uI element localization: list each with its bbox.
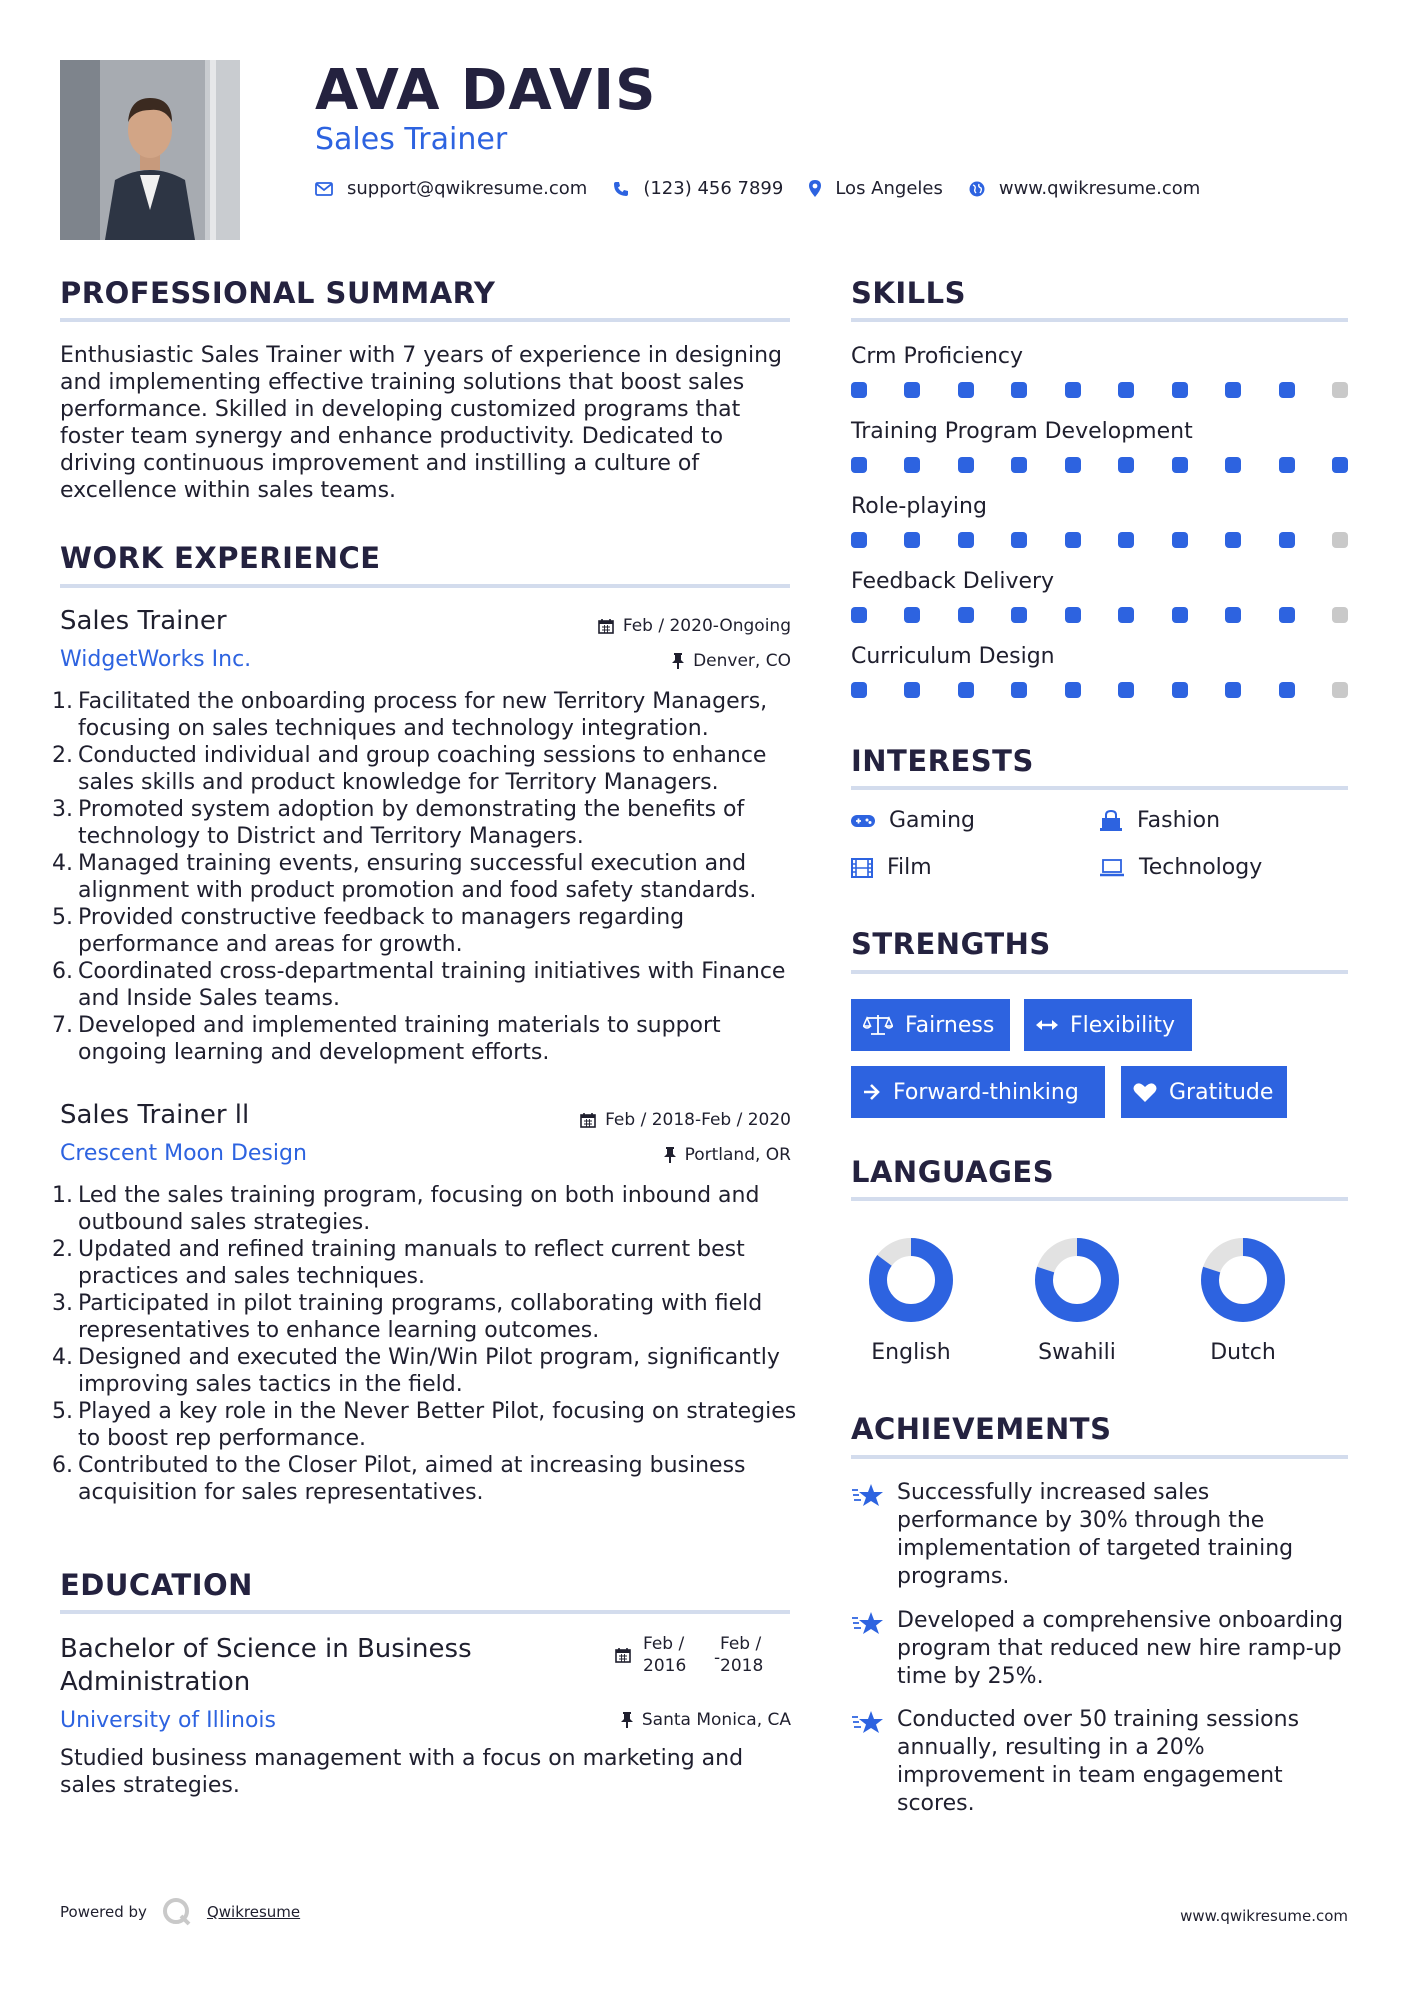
skill-name: Crm Proficiency xyxy=(851,344,1024,369)
job-1-duty-item xyxy=(52,958,800,1012)
skill-dot-filled xyxy=(904,607,920,623)
job-1-duty-item-text: Conducted individual and group coaching sessions to enhance sales skills and product knowledge for Territory Managers. xyxy=(78,743,767,795)
contact-bar xyxy=(315,178,1226,199)
contact-email[interactable] xyxy=(315,178,587,199)
skill-dot-filled xyxy=(958,532,974,548)
list-number: 5. xyxy=(52,1399,73,1424)
job-1-duty-item-text: Developed and implemented training materials to support ongoing learning and development efforts. xyxy=(78,1013,721,1065)
job-2-duty-item xyxy=(52,1344,800,1398)
education-end-year: 2018 xyxy=(720,1656,764,1676)
skill-dot-filled xyxy=(1332,457,1348,473)
skill-dot-filled xyxy=(1225,607,1241,623)
skill-dot-filled xyxy=(1172,457,1188,473)
interest-technology-label: Technology xyxy=(1139,855,1263,880)
skill-dot-filled xyxy=(1279,532,1295,548)
phone-icon xyxy=(613,181,629,197)
job-2-location-text: Portland, OR xyxy=(684,1145,791,1165)
strength-forward-thinking-label: Forward-thinking xyxy=(893,1079,1079,1105)
education-heading: EDUCATION xyxy=(60,1568,253,1602)
arrows-horizontal-icon xyxy=(1036,1018,1058,1032)
skill-dot-filled xyxy=(851,532,867,548)
interest-film xyxy=(851,855,932,880)
list-number: 1. xyxy=(52,1183,73,1208)
skill-level-dots xyxy=(851,607,1348,625)
pushpin-icon xyxy=(621,1712,633,1728)
list-number: 3. xyxy=(52,797,73,822)
job-1-duty-item xyxy=(52,688,800,742)
language-donut-chart xyxy=(1183,1220,1303,1340)
list-number: 2. xyxy=(52,1237,73,1262)
job-1-duty-item xyxy=(52,904,800,958)
skill-dot-filled xyxy=(1225,682,1241,698)
candidate-title: Sales Trainer xyxy=(315,122,508,157)
education-calendar xyxy=(615,1647,631,1667)
skill-dot-filled xyxy=(958,682,974,698)
film-icon xyxy=(851,858,873,878)
job-2-duty-item xyxy=(52,1182,800,1236)
interests-heading: INTERESTS xyxy=(851,744,1034,778)
heart-icon xyxy=(1133,1082,1157,1102)
strength-forward-thinking xyxy=(851,1066,1105,1118)
skill-name: Role-playing xyxy=(851,494,987,519)
achievement-text: Developed a comprehensive onboarding program that reduced new hire ramp-up time by 25%. xyxy=(897,1608,1344,1689)
education-end xyxy=(720,1633,763,1677)
skill-dot-filled xyxy=(904,382,920,398)
skill-dot-filled xyxy=(958,382,974,398)
skill-dot-empty xyxy=(1332,382,1348,398)
skill-dot-filled xyxy=(1279,457,1295,473)
skill-dot-filled xyxy=(851,607,867,623)
job-1-dates xyxy=(598,616,791,636)
job-2-title: Sales Trainer ll xyxy=(60,1100,250,1130)
pushpin-icon xyxy=(664,1147,676,1163)
education-divider xyxy=(60,1610,790,1614)
strength-flexibility-label: Flexibility xyxy=(1070,1012,1175,1038)
job-2-duty-item-text: Played a key role in the Never Better Pilot, focusing on strategies to boost rep performance. xyxy=(78,1399,797,1451)
language-donut xyxy=(1183,1220,1303,1340)
achievement-item xyxy=(851,1607,1351,1691)
job-1-duty-item-text: Managed training events, ensuring successful execution and alignment with product promotion and food safety standards. xyxy=(78,851,757,903)
job-1-duty-item-text: Provided constructive feedback to managers regarding performance and areas for growth. xyxy=(78,905,685,957)
achievement-item xyxy=(851,1706,1351,1818)
degree-line-1: Bachelor of Science in Business xyxy=(60,1634,472,1664)
education-start-year: 2016 xyxy=(643,1656,687,1676)
job-1-dates-text: Feb / 2020-Ongoing xyxy=(622,616,791,636)
interest-gaming-label: Gaming xyxy=(889,808,975,833)
skill-dot-empty xyxy=(1332,607,1348,623)
calendar-icon xyxy=(580,1112,596,1128)
interest-technology xyxy=(1099,855,1262,880)
achievement-item xyxy=(851,1479,1351,1591)
list-number: 2. xyxy=(52,743,73,768)
skill-dot-filled xyxy=(1065,382,1081,398)
job-2-dates xyxy=(580,1110,791,1130)
gamepad-icon xyxy=(851,813,875,829)
candidate-name: AVA DAVIS xyxy=(315,58,657,123)
contact-website[interactable] xyxy=(969,178,1200,199)
star-icon xyxy=(851,1482,885,1510)
website-text: www.qwikresume.com xyxy=(998,178,1201,199)
list-number: 5. xyxy=(52,905,73,930)
skill-dot-filled xyxy=(1172,607,1188,623)
skill-dot-filled xyxy=(1225,532,1241,548)
job-2-duty-item-text: Led the sales training program, focusing on both inbound and outbound sales strategies. xyxy=(78,1183,760,1235)
skill-dot-filled xyxy=(1065,682,1081,698)
education-location-text: Santa Monica, CA xyxy=(641,1710,791,1730)
skill-dot-filled xyxy=(1011,607,1027,623)
strength-gratitude xyxy=(1121,1066,1287,1118)
job-1-duty-item xyxy=(52,796,800,850)
achievements-divider xyxy=(851,1455,1348,1459)
experience-divider xyxy=(60,584,790,588)
school-name[interactable]: University of Illinois xyxy=(60,1708,276,1733)
summary-divider xyxy=(60,318,790,322)
job-1-duty-item xyxy=(52,1012,800,1066)
footer-powered-by xyxy=(60,1896,300,1928)
calendar-icon xyxy=(598,618,614,634)
skill-name: Training Program Development xyxy=(851,419,1193,444)
skills-divider xyxy=(851,318,1348,322)
education-start xyxy=(643,1633,686,1677)
job-2-duty-item-text: Contributed to the Closer Pilot, aimed at increasing business acquisition for sales representatives. xyxy=(78,1453,746,1505)
education-start-month: Feb / xyxy=(643,1634,685,1654)
list-number: 3. xyxy=(52,1291,73,1316)
contact-location xyxy=(809,178,943,199)
strengths-heading: STRENGTHS xyxy=(851,927,1051,961)
skill-dot-filled xyxy=(1225,382,1241,398)
skill-dot-filled xyxy=(1011,532,1027,548)
languages-heading: LANGUAGES xyxy=(851,1155,1055,1189)
arrow-right-icon xyxy=(863,1083,881,1101)
strength-flexibility xyxy=(1024,999,1192,1051)
language-name: Dutch xyxy=(1210,1340,1276,1365)
skill-dot-filled xyxy=(1065,532,1081,548)
job-2-duty-item xyxy=(52,1236,800,1290)
skill-dot-filled xyxy=(1279,382,1295,398)
skill-dot-filled xyxy=(904,457,920,473)
skill-dot-filled xyxy=(1011,457,1027,473)
degree-title xyxy=(60,1633,472,1699)
skill-dot-filled xyxy=(1279,682,1295,698)
education-end-month: Feb / xyxy=(720,1634,762,1654)
education-location xyxy=(621,1710,791,1730)
list-number: 6. xyxy=(52,1453,73,1478)
skill-dot-filled xyxy=(1118,532,1134,548)
skill-dot-filled xyxy=(1118,607,1134,623)
pushpin-icon xyxy=(672,653,684,669)
job-2-location xyxy=(664,1145,791,1165)
contact-phone[interactable] xyxy=(613,178,783,199)
skill-dot-filled xyxy=(1279,607,1295,623)
location-text: Los Angeles xyxy=(835,178,943,199)
job-1-company[interactable]: WidgetWorks Inc. xyxy=(60,647,252,672)
language-name: Swahili xyxy=(1038,1340,1116,1365)
degree-line-2: Administration xyxy=(60,1667,251,1697)
skill-dot-filled xyxy=(1172,682,1188,698)
summary-heading: PROFESSIONAL SUMMARY xyxy=(60,276,496,310)
job-2-company[interactable]: Crescent Moon Design xyxy=(60,1141,307,1166)
achievements-heading: ACHIEVEMENTS xyxy=(851,1412,1112,1446)
skill-dot-filled xyxy=(1118,682,1134,698)
skill-level-dots xyxy=(851,382,1348,400)
job-1-duty-item xyxy=(52,742,800,796)
skill-name: Feedback Delivery xyxy=(851,569,1055,594)
job-2-duty-item-text: Participated in pilot training programs, collaborating with field representatives to enhance learning outcomes. xyxy=(78,1291,763,1343)
skill-dot-filled xyxy=(1172,532,1188,548)
job-2-duties xyxy=(52,1182,800,1506)
powered-by-label: Powered by xyxy=(60,1903,147,1921)
strength-gratitude-label: Gratitude xyxy=(1169,1079,1274,1105)
strength-fairness xyxy=(851,999,1010,1051)
star-icon xyxy=(851,1610,885,1638)
map-pin-icon xyxy=(809,180,821,197)
strength-fairness-label: Fairness xyxy=(905,1012,995,1038)
job-1-location-text: Denver, CO xyxy=(693,651,791,671)
job-2-dates-text: Feb / 2018-Feb / 2020 xyxy=(605,1110,791,1130)
skills-heading: SKILLS xyxy=(851,276,966,310)
list-number: 1. xyxy=(52,689,73,714)
achievement-text: Conducted over 50 training sessions annually, resulting in a 20% improvement in team engagement scores. xyxy=(897,1707,1300,1816)
profile-photo xyxy=(60,60,240,240)
qwikresume-logo-icon xyxy=(161,1896,193,1928)
footer-website[interactable]: www.qwikresume.com xyxy=(1180,1907,1348,1925)
job-2-duty-item-text: Updated and refined training manuals to reflect current best practices and sales techniques. xyxy=(78,1237,745,1289)
skill-dot-filled xyxy=(851,457,867,473)
skill-dot-filled xyxy=(1118,382,1134,398)
list-number: 4. xyxy=(52,1345,73,1370)
phone-text: (123) 456 7899 xyxy=(643,178,784,199)
skill-dot-filled xyxy=(904,682,920,698)
skill-name: Curriculum Design xyxy=(851,644,1055,669)
job-1-title: Sales Trainer xyxy=(60,606,227,636)
skill-dot-filled xyxy=(1065,607,1081,623)
job-2-duty-item xyxy=(52,1290,800,1344)
laptop-icon xyxy=(1099,859,1125,877)
skill-dot-filled xyxy=(1011,682,1027,698)
job-1-duty-item-text: Promoted system adoption by demonstrating the benefits of technology to District and Territory Managers. xyxy=(78,797,745,849)
globe-icon xyxy=(969,181,985,197)
qwikresume-link[interactable]: Qwikresume xyxy=(206,1903,301,1921)
skill-dot-filled xyxy=(1118,457,1134,473)
job-1-duty-item-text: Coordinated cross-departmental training initiatives with Finance and Inside Sales teams. xyxy=(78,959,786,1011)
skill-dot-empty xyxy=(1332,682,1348,698)
list-number: 6. xyxy=(52,959,73,984)
star-icon xyxy=(851,1709,885,1737)
job-2-duty-item xyxy=(52,1452,800,1506)
education-description: Studied business management with a focus on marketing and sales strategies. xyxy=(60,1746,744,1798)
job-1-duty-item xyxy=(52,850,800,904)
skill-dot-filled xyxy=(958,607,974,623)
envelope-icon xyxy=(315,182,333,196)
skill-dot-filled xyxy=(1225,457,1241,473)
job-1-duties xyxy=(52,688,800,1066)
job-1-location xyxy=(672,651,791,671)
list-number: 7. xyxy=(52,1013,73,1038)
strengths-divider xyxy=(851,970,1348,974)
skill-dot-filled xyxy=(904,532,920,548)
skill-dot-filled xyxy=(958,457,974,473)
interest-fashion xyxy=(1099,808,1220,833)
job-2-duty-item-text: Designed and executed the Win/Win Pilot program, significantly improving sales tactics in the field. xyxy=(78,1345,780,1397)
education-date-separator: - xyxy=(714,1648,721,1668)
languages-divider xyxy=(851,1197,1348,1201)
skill-dot-filled xyxy=(851,682,867,698)
achievement-text: Successfully increased sales performance by 30% through the implementation of targeted training programs. xyxy=(897,1480,1294,1589)
skill-level-dots xyxy=(851,457,1348,475)
balance-scale-icon xyxy=(863,1014,893,1036)
shopping-bag-icon xyxy=(1099,810,1123,832)
language-donut xyxy=(1017,1220,1137,1340)
skill-dot-filled xyxy=(1065,457,1081,473)
experience-heading: WORK EXPERIENCE xyxy=(60,541,381,575)
calendar-icon xyxy=(615,1647,631,1663)
language-donut-chart xyxy=(1017,1220,1137,1340)
summary-text: Enthusiastic Sales Trainer with 7 years of experience in designing and implementing effective training solutions that boost sales performance. Skilled in developing customized programs that foster team synergy and enhance productivity. Dedicated to driving continuous improvement and instilling a culture of excellence within sales teams. xyxy=(60,343,782,503)
interests-divider xyxy=(851,786,1348,790)
list-number: 4. xyxy=(52,851,73,876)
interest-gaming xyxy=(851,808,975,833)
language-donut xyxy=(851,1220,971,1340)
skill-dot-empty xyxy=(1332,532,1348,548)
skill-level-dots xyxy=(851,682,1348,700)
job-2-duty-item xyxy=(52,1398,800,1452)
skill-level-dots xyxy=(851,532,1348,550)
language-name: English xyxy=(871,1340,951,1365)
email-text: support@qwikresume.com xyxy=(347,178,588,199)
skill-dot-filled xyxy=(851,382,867,398)
job-1-duty-item-text: Facilitated the onboarding process for new Territory Managers, focusing on sales techniques and technology integration. xyxy=(78,689,768,741)
language-donut-chart xyxy=(851,1220,971,1340)
skill-dot-filled xyxy=(1011,382,1027,398)
interest-film-label: Film xyxy=(887,855,932,880)
skill-dot-filled xyxy=(1172,382,1188,398)
interest-fashion-label: Fashion xyxy=(1137,808,1221,833)
